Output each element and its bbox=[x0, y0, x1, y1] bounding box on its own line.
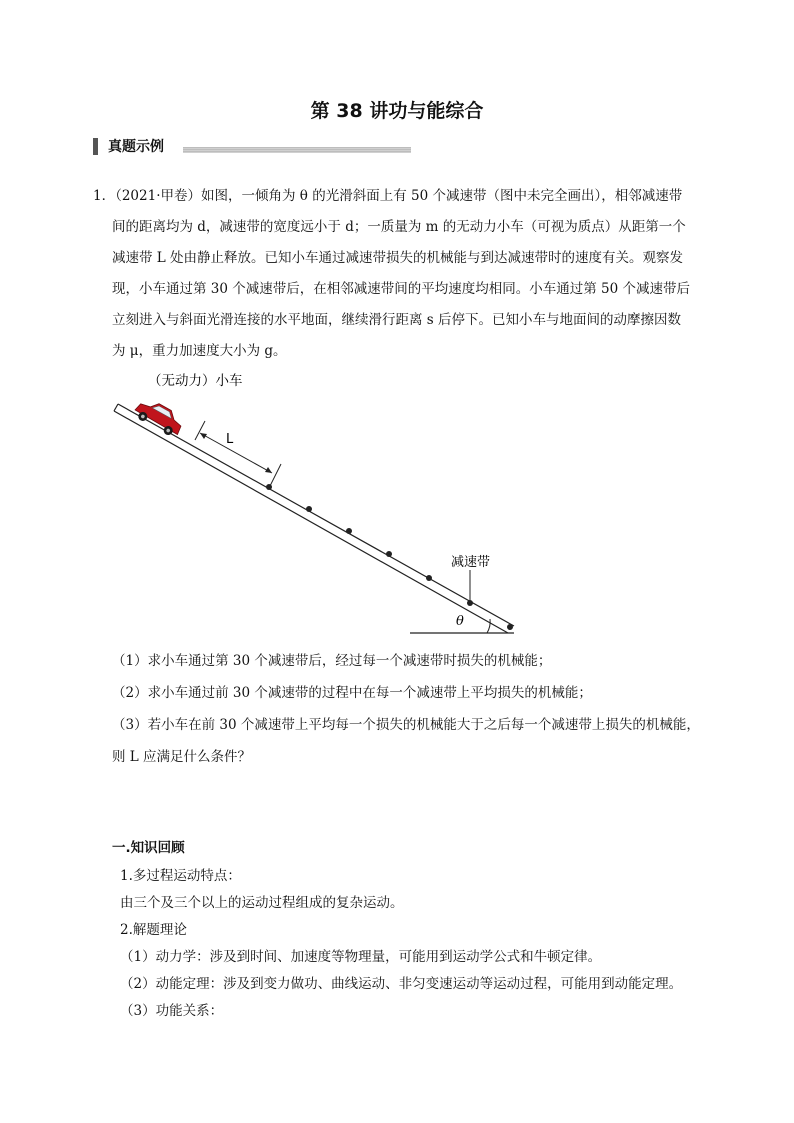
speed-bump bbox=[306, 506, 312, 512]
speed-bump bbox=[426, 575, 432, 581]
question-line: 则 L 应满足什么条件？ bbox=[112, 749, 252, 765]
question-line: （2）求小车通过前 30 个减速带的过程中在每一个减速带上平均损失的机械能； bbox=[112, 685, 592, 701]
angle-label: θ bbox=[456, 614, 464, 629]
length-label: L bbox=[226, 432, 234, 447]
speed-bump bbox=[386, 551, 392, 557]
review-line: 1.多过程运动特点： bbox=[120, 868, 241, 884]
review-line: （2）动能定理：涉及到变力做功、曲线运动、非匀变速运动等运动过程，可能用到动能定理。 bbox=[120, 976, 683, 992]
incline-plane bbox=[114, 404, 514, 633]
problem-line: 现，小车通过第 30 个减速带后，在相邻减速带间的平均速度均相同。小车通过第 50 个减速带后 bbox=[112, 281, 691, 297]
length-dimension bbox=[195, 421, 281, 486]
car-icon bbox=[132, 395, 186, 439]
problem-line: 间的距离均为 d，减速带的宽度远小于 d；一质量为 m 的无动力小车（可视为质点）从距第一个 bbox=[112, 219, 686, 235]
page-title: 第 38 讲功与能综合 bbox=[310, 100, 484, 122]
speed-bump bbox=[346, 528, 352, 534]
speed-bump bbox=[507, 624, 513, 630]
question-line: （3）若小车在前 30 个减速带上平均每一个损失的机械能大于之后每一个减速带上损失的机械能， bbox=[112, 717, 700, 733]
problem-line: 为 μ，重力加速度大小为 g。 bbox=[112, 343, 287, 359]
section-label: 真题示例 bbox=[108, 139, 164, 155]
review-line: （3）功能关系： bbox=[120, 1003, 224, 1019]
review-line: 2.解题理论 bbox=[120, 922, 187, 938]
speed-bump bbox=[266, 484, 272, 490]
question-line: （1）求小车通过第 30 个减速带后，经过每一个减速带时损失的机械能； bbox=[112, 653, 552, 669]
problem-line: 1．（2021·甲卷）如图，一倾角为 θ 的光滑斜面上有 50 个减速带（图中未完全画出），相邻减速带 bbox=[93, 188, 683, 204]
review-line: （1）动力学：涉及到时间、加速度等物理量，可能用到运动学公式和牛顿定律。 bbox=[120, 949, 602, 965]
review-line: 由三个及三个以上的运动过程组成的复杂运动。 bbox=[120, 895, 404, 911]
problem-line: 减速带 L 处由静止释放。已知小车通过减速带损失的机械能与到达减速带时的速度有关。观察发 bbox=[112, 250, 684, 266]
problem-line: 立刻进入与斜面光滑连接的水平地面，继续滑行距离 s 后停下。已知小车与地面间的动摩擦因数 bbox=[112, 312, 682, 328]
review-heading: 一.知识回顾 bbox=[112, 840, 185, 856]
bump-label: 减速带 bbox=[451, 555, 491, 570]
car-label: （无动力）小车 bbox=[148, 373, 243, 389]
